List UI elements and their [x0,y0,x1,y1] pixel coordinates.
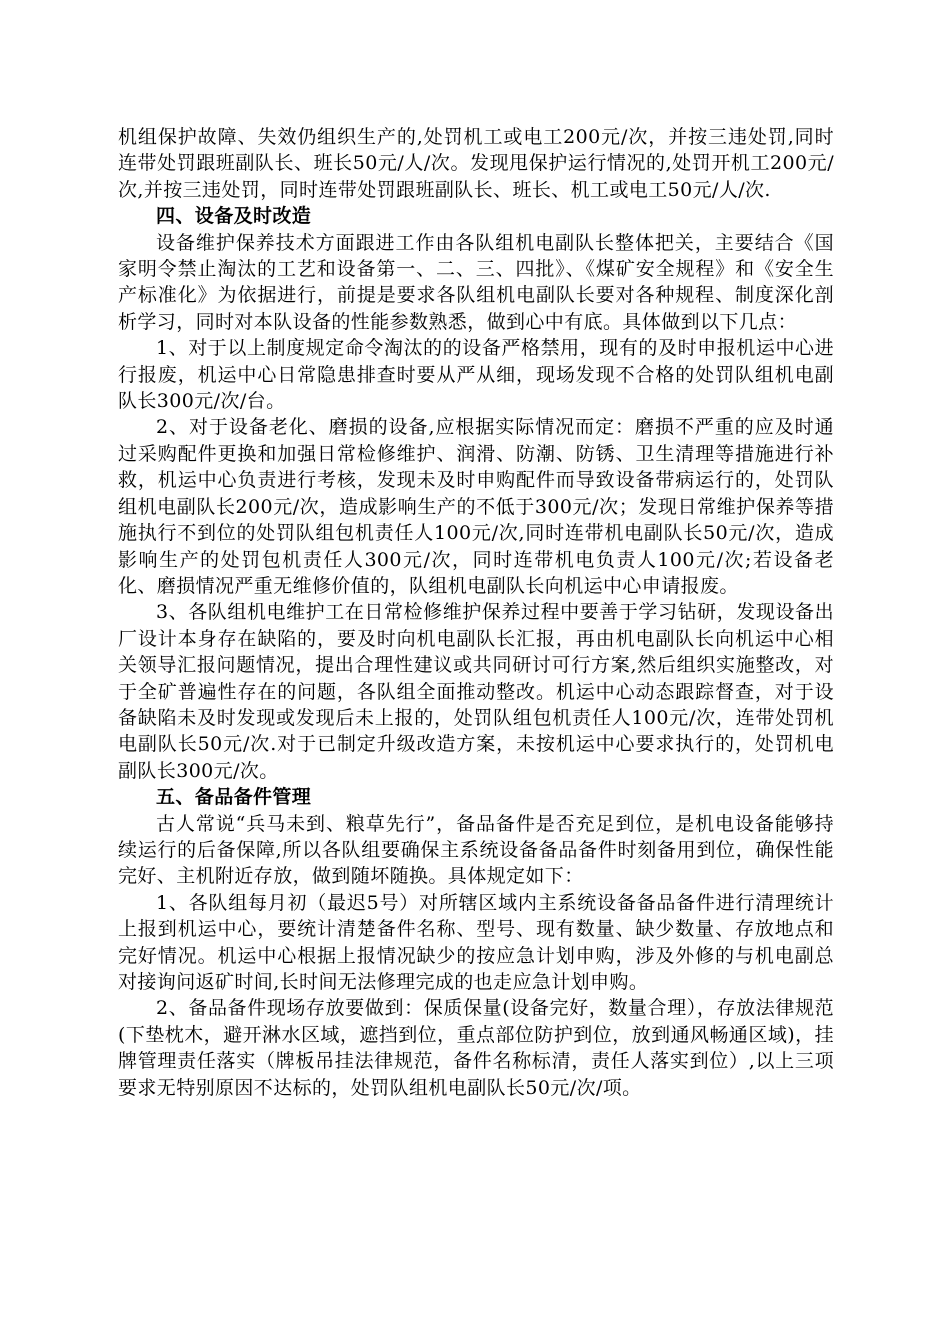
paragraph-item-4-1: 1、对于以上制度规定命令淘汰的的设备严格禁用，现有的及时申报机运中心进行报废，机运中心日常隐患排查时要从严从细，现场发现不合格的处罚队组机电副队长300元/次/台。 [118,337,834,413]
section-heading-4: 四、设备及时改造 [156,205,312,228]
paragraph-intro-4: 设备维护保养技术方面跟进工作由各队组机电副队长整体把关，主要结合《国家明令禁止淘汰的工艺和设备第一、二、三、四批》、《煤矿安全规程》和《安全生产标准化》为依据进行，前提是要求各队组机电副队长要对各种规程、制度深化剖析学习，同时对本队设备的性能参数熟悉，做到心中有底。具体做到以下几点： [118,231,834,333]
paragraph-intro-5: 古人常说“兵马未到、粮草先行”，备品备件是否充足到位，是机电设备能够持续运行的后备保障,所以各队组要确保主系统设备备品备件时刻备用到位，确保性能完好、主机附近存放，做到随坏随换。具体规定如下： [118,812,834,888]
paragraph-continuation: 机组保护故障、失效仍组织生产的,处罚机工或电工200元/次，并按三违处罚,同时连带处罚跟班副队长、班长50元/人/次。发现甩保护运行情况的,处罚开机工200元/次,并按三违处罚，同时连带处罚跟班副队长、班长、机工或电工50元/人/次. [118,126,834,201]
section-heading-5: 五、备品备件管理 [156,786,312,809]
paragraph-item-5-1: 1、各队组每月初（最迟5号）对所辖区域内主系统设备备品备件进行清理统计上报到机运中心，要统计清楚备件名称、型号、现有数量、缺少数量、存放地点和完好情况。机运中心根据上报情况缺少的按应急计划申购，涉及外修的与机电副总对接询问返矿时间,长时间无法修理完成的也走应急计划申购。 [118,891,834,993]
paragraph-item-5-2: 2、备品备件现场存放要做到：保质保量(设备完好，数量合理），存放法律规范(下垫枕木，避开淋水区域，遮挡到位，重点部位防护到位，放到通风畅通区域)，挂牌管理责任落实（牌板吊挂法律规范，备件名称标清，责任人落实到位）,以上三项要求无特别原因不达标的，处罚队组机电副队长50元/次/项。 [118,997,834,1099]
document-page [118,124,834,1101]
paragraph-item-4-2: 2、对于设备老化、磨损的设备,应根据实际情况而定：磨损不严重的应及时通过采购配件更换和加强日常检修维护、润滑、防潮、防锈、卫生清理等措施进行补救，机运中心负责进行考核，发现未及时申购配件而导致设备带病运行的，处罚队组机电副队长200元/次，造成影响生产的不低于300元/次；发现日常维护保养等措施执行不到位的处罚队组包机责任人100元/次,同时连带机电副队长50元/次，造成影响生产的处罚包机责任人300元/次，同时连带机电负责人100元/次;若设备老化、磨损情况严重无维修价值的，队组机电副队长向机运中心申请报废。 [118,416,834,597]
paragraph-item-4-3: 3、各队组机电维护工在日常检修维护保养过程中要善于学习钻研，发现设备出厂设计本身存在缺陷的，要及时向机电副队长汇报，再由机电副队长向机运中心相关领导汇报问题情况，提出合理性建议或共同研讨可行方案,然后组织实施整改，对于全矿普遍性存在的问题，各队组全面推动整改。机运中心动态跟踪督查，对于设备缺陷未及时发现或发现后未上报的，处罚队组包机责任人100元/次，连带处罚机电副队长50元/次.对于已制定升级改造方案，未按机运中心要求执行的，处罚机电副队长300元/次。 [118,601,834,782]
